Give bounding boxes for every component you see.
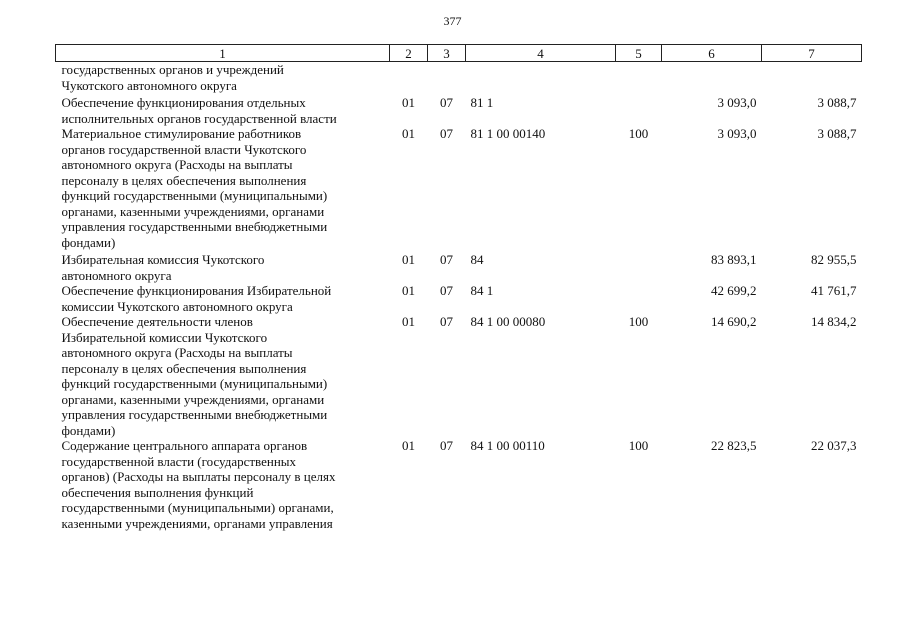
row-amount-6: 3 093,0 [717,95,757,110]
row-name: Обеспечение деятельности членов Избирательной комиссии Чукотского автономного округа (Расходы на выплаты персоналу в целях обеспечения выполнения функций государственными (муниципальными) органами, казенными учреждениями, органами управления государственными внебюджетными фондами) [61,314,328,438]
row-section: 01 [402,438,415,453]
row-amount-6: 42 699,2 [711,283,757,298]
row-amount-6: 14 690,2 [711,314,757,329]
column-header-name: 1 [56,45,390,62]
row-section: 01 [402,95,415,110]
row-target: 81 1 00 00140 [470,126,546,141]
row-section: 01 [402,314,415,329]
table-row [56,62,862,94]
row-name: Материальное стимулирование работников органов государственной власти Чукотского автономного округа (Расходы на выплаты персоналу в целях обеспечения выполнения функций государственными (муниципальными) органами, казенными учреждениями, органами управления государственными внебюджетными фондами) [61,126,328,250]
row-amount-7: 3 088,7 [817,95,857,110]
row-amount-6: 3 093,0 [717,126,757,141]
row-subsection: 07 [440,438,453,453]
row-section: 01 [402,126,415,141]
row-target: 84 1 00 00080 [470,314,546,329]
row-subsection [428,62,466,94]
row-target: 84 1 [470,283,494,298]
table-row [56,438,862,531]
table-row [56,250,862,283]
row-amount-7: 3 088,7 [817,126,857,141]
row-amount-6 [662,62,762,94]
header-row [56,45,862,62]
row-amount-7: 22 037,3 [811,438,857,453]
row-amount-7: 41 761,7 [811,283,857,298]
row-expense-type [616,93,662,126]
column-header-section: 2 [390,45,428,62]
row-subsection: 07 [440,95,453,110]
row-expense-type: 100 [628,314,649,329]
row-amount-7: 82 955,5 [811,252,857,267]
table-row [56,283,862,314]
column-header-amount-6: 6 [662,45,762,62]
row-expense-type [616,250,662,283]
row-expense-type: 100 [628,126,649,141]
row-name: Обеспечение функционирования Избирательной комиссии Чукотского автономного округа [61,283,332,314]
row-expense-type [616,62,662,94]
row-target [466,62,616,94]
row-amount-7: 14 834,2 [811,314,857,329]
column-header-expense-type: 5 [616,45,662,62]
column-header-amount-7: 7 [762,45,862,62]
row-expense-type [616,283,662,314]
budget-table-container [55,44,861,531]
table-body [56,62,862,532]
row-section: 01 [402,283,415,298]
table-row [56,126,862,250]
row-name: Содержание центрального аппарата органов государственной власти (государственных органов) (Расходы на выплаты персоналу в целях обеспечения выполнения функций государственными (муниципальными) органами, казенными учреждениями, органами управления [61,438,336,531]
row-name: Избирательная комиссия Чукотского автономного округа [61,252,265,283]
table-row [56,314,862,438]
row-amount-6: 83 893,1 [711,252,757,267]
column-header-target: 4 [466,45,616,62]
page-number: 377 [443,14,462,28]
table-row [56,93,862,126]
row-target: 81 1 [470,95,494,110]
row-subsection: 07 [440,314,453,329]
row-name: Обеспечение функционирования отдельных исполнительных органов государственной власти [61,95,337,126]
row-amount-6: 22 823,5 [711,438,757,453]
table-header [56,45,862,62]
row-section: 01 [402,252,415,267]
row-name: государственных органов и учреждений Чукотского автономного округа [61,62,284,93]
row-subsection: 07 [440,283,453,298]
budget-table [55,44,862,531]
row-section [390,62,428,94]
row-subsection: 07 [440,126,453,141]
row-subsection: 07 [440,252,453,267]
row-target: 84 1 00 00110 [470,438,545,453]
column-header-subsection: 3 [428,45,466,62]
row-expense-type: 100 [628,438,649,453]
row-amount-7 [762,62,862,94]
row-target: 84 [470,252,484,267]
